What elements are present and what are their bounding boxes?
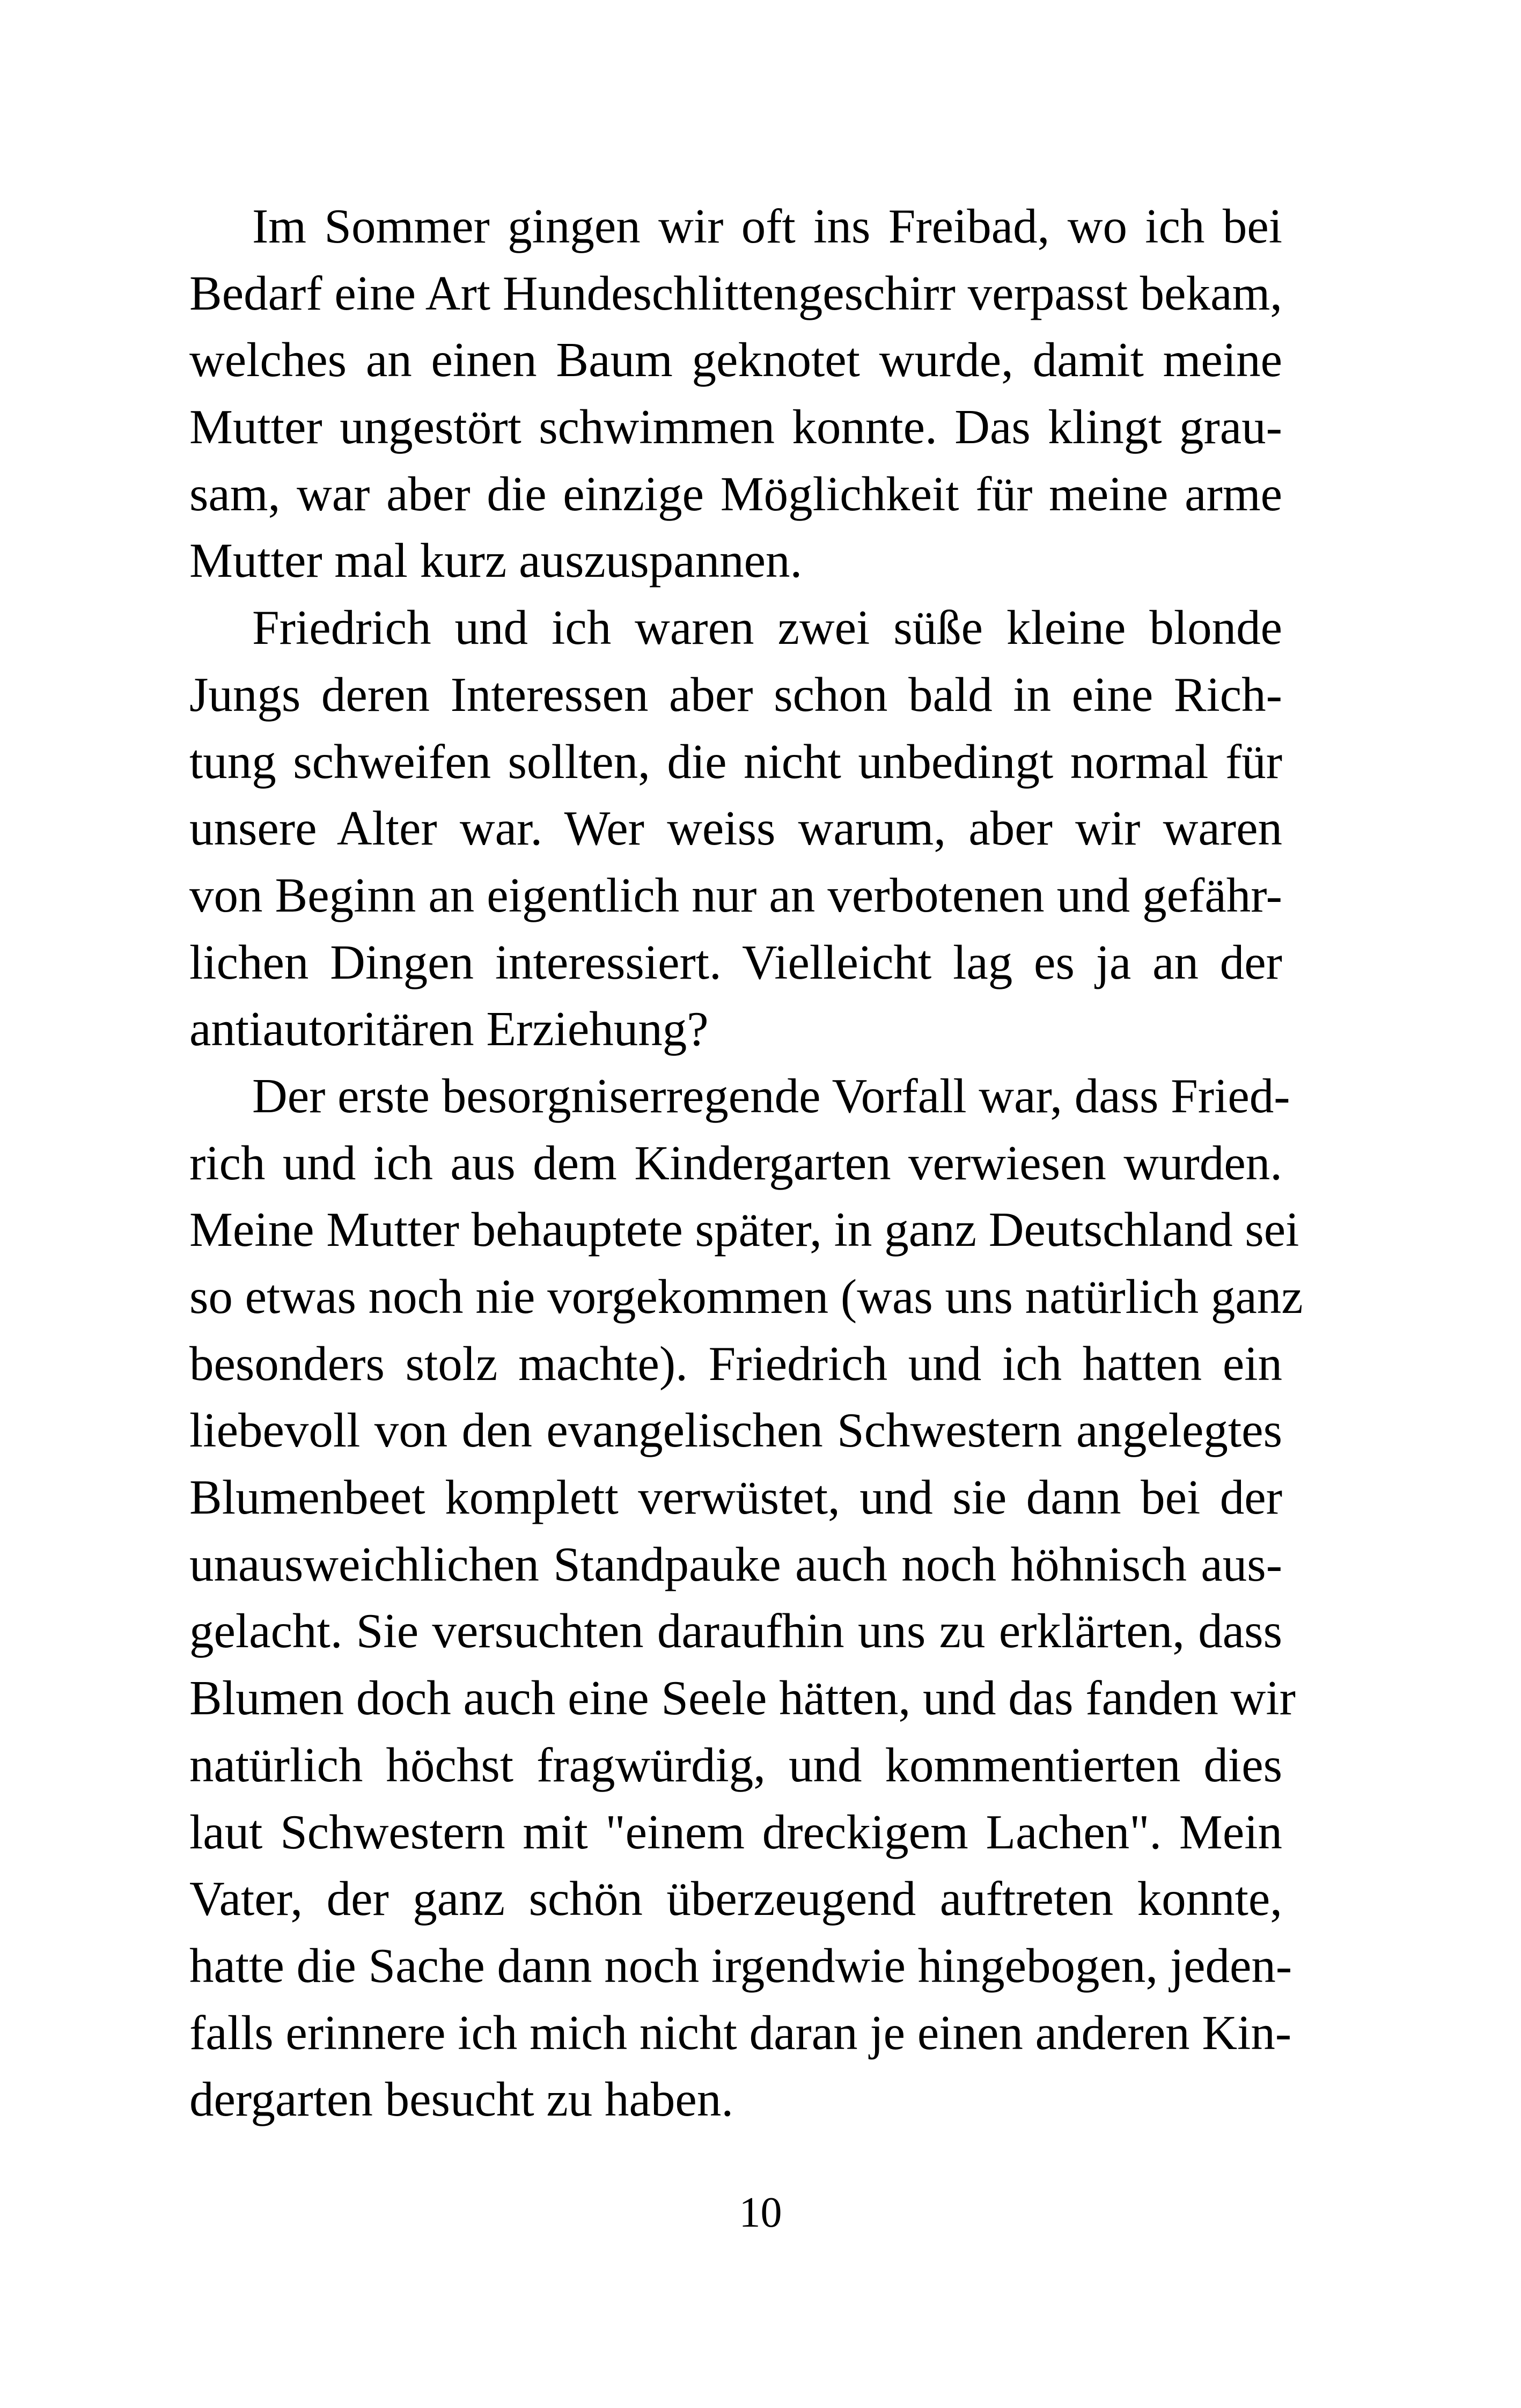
paragraph — [189, 193, 1282, 594]
text-line: Blumen doch auch eine Seele hätten, und das fanden wir — [189, 1671, 1296, 1726]
paragraph — [189, 594, 1282, 1063]
text-line: Bedarf eine Art Hundeschlittengeschirr verpasst bekam, — [189, 266, 1282, 320]
text-line: liebevoll von den evangelischen Schwestern angelegtes — [189, 1403, 1282, 1458]
text-line: von Beginn an eigentlich nur an verbotenen und gefähr- — [189, 868, 1282, 922]
text-line: dergarten besucht zu haben. — [189, 2072, 734, 2127]
text-line: Im Sommer gingen wir oft ins Freibad, wo ich bei — [252, 199, 1282, 253]
text-line: so etwas noch nie vorgekommen (was uns natürlich ganz — [189, 1269, 1303, 1324]
text-line: Blumenbeet komplett verwüstet, und sie dann bei der — [189, 1470, 1282, 1525]
text-line: lichen Dingen interessiert. Vielleicht lag es ja an der — [189, 935, 1282, 989]
text-line: Vater, der ganz schön überzeugend auftreten konnte, — [189, 1871, 1282, 1926]
text-line: besonders stolz machte). Friedrich und ich hatten ein — [189, 1336, 1282, 1391]
text-line: Mutter mal kurz auszuspannen. — [189, 533, 803, 588]
text-line: unsere Alter war. Wer weiss warum, aber wir waren — [189, 801, 1282, 856]
text-line: Jungs deren Interessen aber schon bald in eine Rich- — [189, 667, 1282, 722]
text-line: falls erinnere ich mich nicht daran je einen anderen Kin- — [189, 2005, 1292, 2060]
text-line: antiautoritären Erziehung? — [189, 1002, 709, 1056]
text-line: tung schweifen sollten, die nicht unbedingt normal für — [189, 734, 1282, 789]
text-line: hatte die Sache dann noch irgendwie hingebogen, jeden- — [189, 1938, 1292, 1993]
text-line: Mutter ungestört schwimmen konnte. Das klingt grau- — [189, 400, 1282, 454]
text-line: laut Schwestern mit "einem dreckigem Lachen". Mein — [189, 1804, 1282, 1859]
text-line: welches an einen Baum geknotet wurde, damit meine — [189, 333, 1282, 387]
text-line: rich und ich aus dem Kindergarten verwiesen wurden. — [189, 1135, 1282, 1190]
paragraph — [189, 1063, 1303, 2133]
text-line: Der erste besorgniserregende Vorfall war, dass Fried- — [252, 1068, 1290, 1123]
page-number: 10 — [739, 2189, 782, 2236]
text-line: gelacht. Sie versuchten daraufhin uns zu erklärten, dass — [189, 1604, 1282, 1658]
text-line: unausweichlichen Standpauke auch noch höhnisch aus- — [189, 1537, 1282, 1591]
text-line: Friedrich und ich waren zwei süße kleine blonde — [252, 600, 1282, 655]
text-line: natürlich höchst fragwürdig, und kommentierten dies — [189, 1737, 1282, 1792]
text-line: Meine Mutter behauptete später, in ganz Deutschland sei — [189, 1202, 1299, 1257]
text-line: sam, war aber die einzige Möglichkeit für meine arme — [189, 466, 1282, 521]
body-text — [189, 193, 1303, 2133]
